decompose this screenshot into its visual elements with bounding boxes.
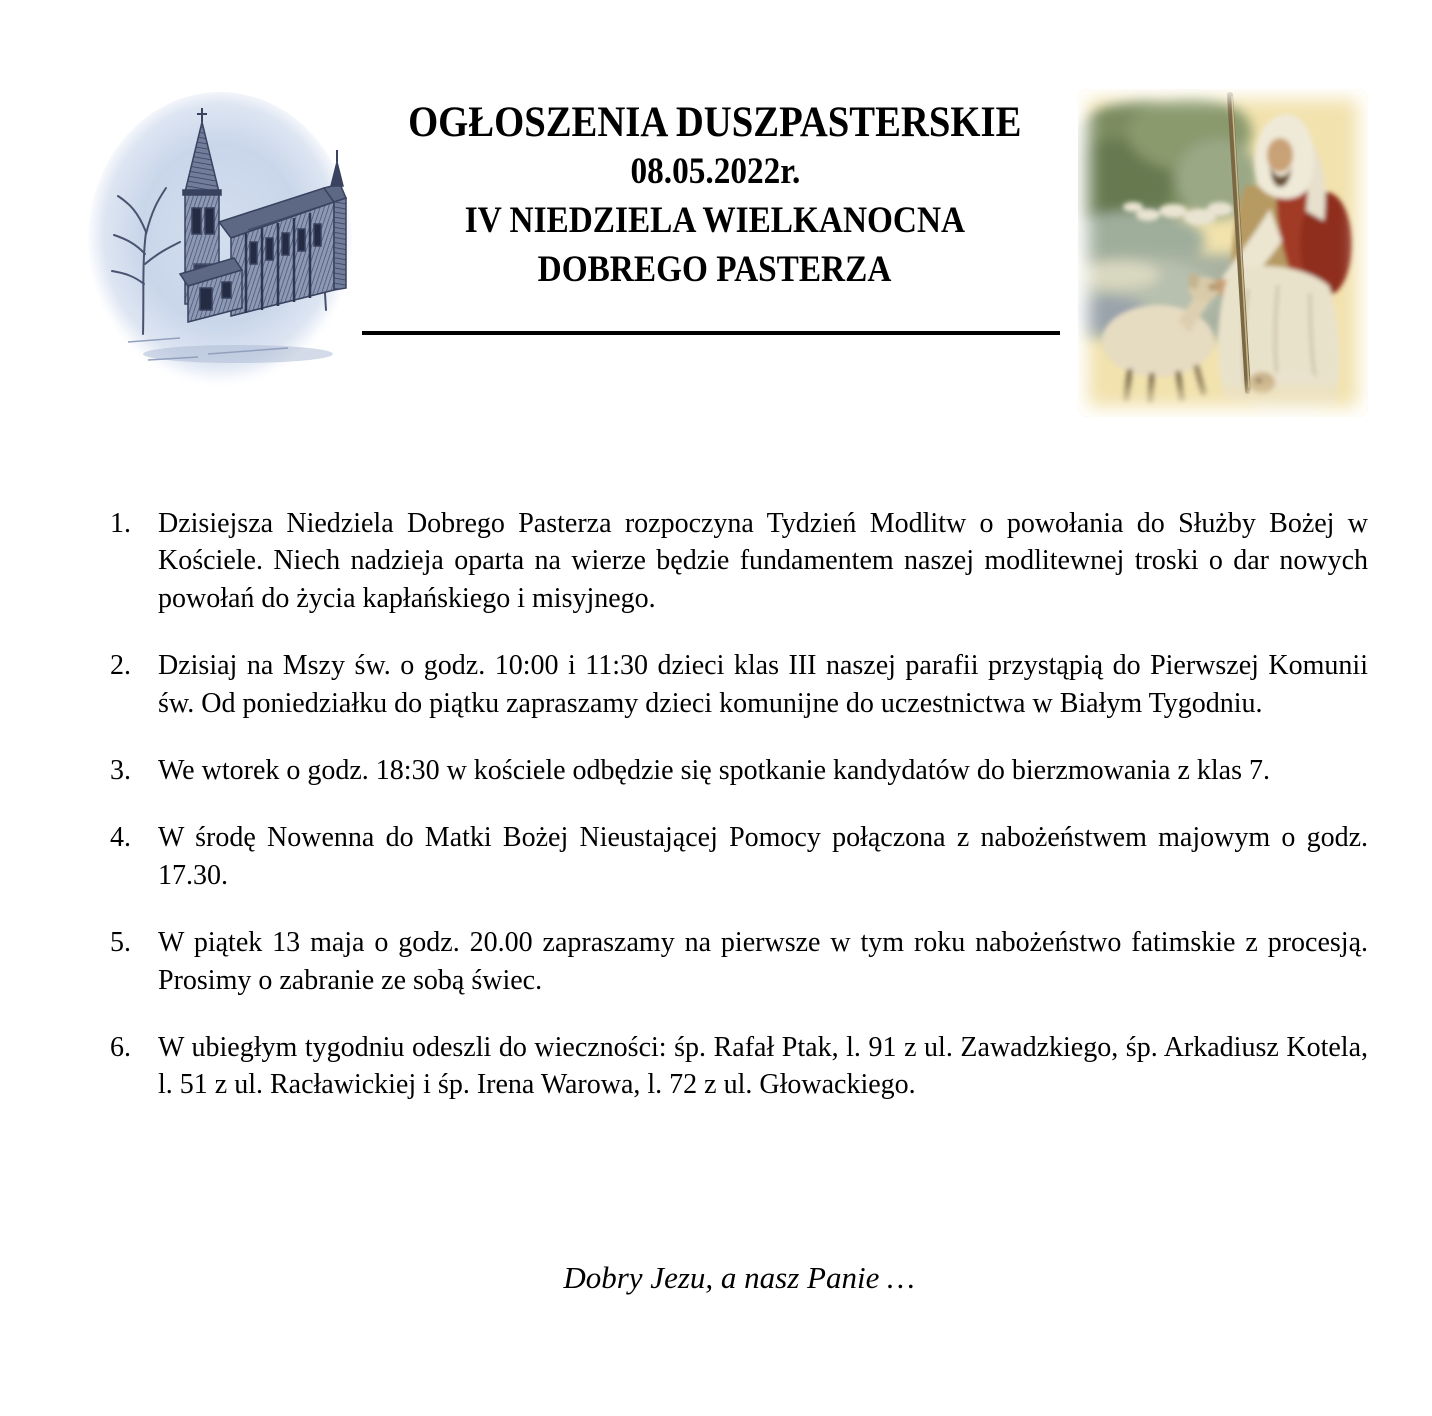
announcement-list [110, 505, 1368, 1134]
announcement-item-4 [110, 819, 1368, 894]
header-block [365, 98, 1065, 294]
item-text: W piątek 13 maja o godz. 20.00 zapraszamy na pierwsze w tym roku nabożeństwo fatimskie z procesją. Prosimy o zabranie ze sobą świec. [158, 927, 1368, 996]
announcement-item-6 [110, 1029, 1368, 1104]
header-subtitle-2: DOBREGO PASTERZA [538, 249, 892, 290]
item-number: 1. [110, 508, 131, 539]
announcement-item-2 [110, 647, 1368, 722]
item-number: 2. [110, 650, 131, 682]
item-text: W ubiegłym tygodniu odeszli do wieczności: śp. Rafał Ptak, l. 91 z ul. Zawadzkiego, śp. Arkadiusz Kotela, l. 51 z ul. Racławickiej i śp. Irena Warowa, l. 72 z ul. Głowackiego. [158, 1032, 1368, 1101]
header-date: 08.05.2022r. [630, 151, 800, 192]
announcement-item-1 [110, 505, 1368, 617]
announcement-item-3 [110, 752, 1368, 789]
header-subtitle-1: IV NIEDZIELA WIELKANOCNA [464, 200, 966, 241]
item-text: W środę Nowenna do Matki Bożej Nieustającej Pomocy połączona z nabożeństwem majowym o godz. 17.30. [158, 822, 1368, 891]
page-title: OGŁOSZENIA DUSZPASTERSKIE [408, 99, 1022, 146]
item-number: 3. [110, 755, 131, 787]
closing-line: Dobry Jezu, a nasz Panie … [563, 1260, 915, 1295]
header-divider-line [362, 331, 1060, 335]
good-shepherd-image [1078, 89, 1368, 417]
announcement-item-5 [110, 924, 1368, 999]
church-engraving-image [88, 92, 352, 392]
item-text: Dzisiejsza Niedziela Dobrego Pasterza rozpoczyna Tydzień Modlitw o powołania do Służby Bożej w Kościele. Niech nadzieja oparta na wierze będzie fundamentem naszej modlitewnej troski o dar nowych powołań do życia kapłańskiego i misyjnego. [158, 508, 1368, 614]
good-shepherd-svg [1078, 89, 1368, 417]
item-text: Dzisiaj na Mszy św. o godz. 10:00 i 11:30 dzieci klas III naszej parafii przystąpią do Pierwszej Komunii św. Od poniedziałku do piątku zapraszamy dzieci komunijne do uczestnictwa w Białym Tygodniu. [158, 650, 1368, 719]
church-drawing-svg [88, 92, 352, 392]
item-number: 4. [110, 822, 131, 854]
item-number: 5. [110, 927, 131, 959]
item-text: We wtorek o godz. 18:30 w kościele odbędzie się spotkanie kandydatów do bierzmowania z klas 7. [158, 755, 1270, 787]
item-number: 6. [110, 1032, 131, 1064]
